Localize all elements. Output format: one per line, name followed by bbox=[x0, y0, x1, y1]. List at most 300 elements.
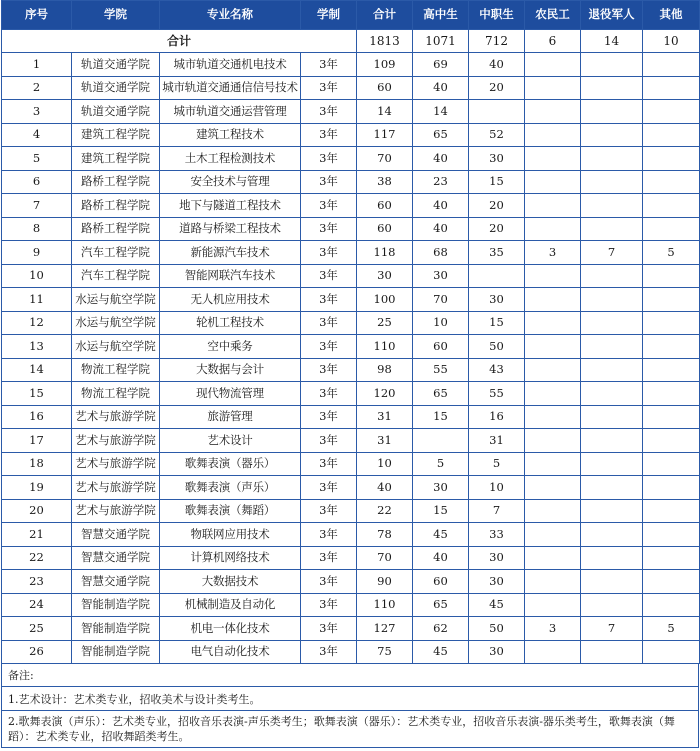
enrollment-plan-table bbox=[1, 0, 700, 664]
cell-migrant-workers bbox=[525, 593, 581, 617]
table-row bbox=[2, 617, 700, 641]
cell-major: 机械制造及自动化 bbox=[160, 593, 301, 617]
cell-high-school bbox=[413, 429, 469, 453]
cell-college: 艺术与旅游学院 bbox=[72, 452, 160, 476]
cell-veterans bbox=[581, 147, 643, 171]
cell-years: 3年 bbox=[301, 546, 357, 570]
cell-high-school: 40 bbox=[413, 76, 469, 100]
cell-years: 3年 bbox=[301, 523, 357, 547]
cell-sum: 118 bbox=[357, 241, 413, 265]
cell-other bbox=[643, 123, 700, 147]
cell-vocational: 55 bbox=[469, 382, 525, 406]
header-major: 专业名称 bbox=[160, 1, 301, 30]
cell-years: 3年 bbox=[301, 53, 357, 77]
cell-sum: 98 bbox=[357, 358, 413, 382]
cell-major: 电气自动化技术 bbox=[160, 640, 301, 664]
cell-high-school: 5 bbox=[413, 452, 469, 476]
cell-other bbox=[643, 640, 700, 664]
total-migrant-workers: 6 bbox=[525, 30, 581, 53]
cell-vocational: 31 bbox=[469, 429, 525, 453]
total-sum: 1813 bbox=[357, 30, 413, 53]
cell-college: 建筑工程学院 bbox=[72, 147, 160, 171]
cell-migrant-workers bbox=[525, 335, 581, 359]
cell-college: 物流工程学院 bbox=[72, 358, 160, 382]
cell-college: 路桥工程学院 bbox=[72, 170, 160, 194]
cell-no: 21 bbox=[2, 523, 72, 547]
cell-high-school: 69 bbox=[413, 53, 469, 77]
cell-no: 11 bbox=[2, 288, 72, 312]
cell-veterans bbox=[581, 311, 643, 335]
cell-migrant-workers bbox=[525, 546, 581, 570]
cell-no: 20 bbox=[2, 499, 72, 523]
cell-veterans bbox=[581, 546, 643, 570]
table-row bbox=[2, 593, 700, 617]
cell-veterans bbox=[581, 452, 643, 476]
cell-high-school: 23 bbox=[413, 170, 469, 194]
table-row bbox=[2, 499, 700, 523]
cell-veterans bbox=[581, 640, 643, 664]
cell-veterans bbox=[581, 76, 643, 100]
cell-migrant-workers bbox=[525, 264, 581, 288]
cell-other bbox=[643, 429, 700, 453]
cell-major: 地下与隧道工程技术 bbox=[160, 194, 301, 218]
cell-high-school: 15 bbox=[413, 405, 469, 429]
cell-sum: 60 bbox=[357, 217, 413, 241]
cell-major: 安全技术与管理 bbox=[160, 170, 301, 194]
header-sum: 合计 bbox=[357, 1, 413, 30]
cell-high-school: 55 bbox=[413, 358, 469, 382]
cell-high-school: 10 bbox=[413, 311, 469, 335]
cell-veterans bbox=[581, 288, 643, 312]
cell-major: 歌舞表演（声乐） bbox=[160, 476, 301, 500]
cell-years: 3年 bbox=[301, 217, 357, 241]
note-1: 1.艺术设计：艺术类专业，招收美术与设计类考生。 bbox=[2, 686, 698, 710]
table-row bbox=[2, 546, 700, 570]
cell-college: 轨道交通学院 bbox=[72, 76, 160, 100]
cell-years: 3年 bbox=[301, 476, 357, 500]
cell-other bbox=[643, 288, 700, 312]
table-row bbox=[2, 217, 700, 241]
cell-no: 3 bbox=[2, 100, 72, 124]
cell-college: 水运与航空学院 bbox=[72, 288, 160, 312]
cell-high-school: 40 bbox=[413, 546, 469, 570]
cell-major: 机电一体化技术 bbox=[160, 617, 301, 641]
cell-no: 5 bbox=[2, 147, 72, 171]
total-vocational: 712 bbox=[469, 30, 525, 53]
table-row bbox=[2, 358, 700, 382]
header-college: 学院 bbox=[72, 1, 160, 30]
cell-years: 3年 bbox=[301, 593, 357, 617]
cell-migrant-workers bbox=[525, 358, 581, 382]
header-veterans: 退役军人 bbox=[581, 1, 643, 30]
cell-high-school: 70 bbox=[413, 288, 469, 312]
cell-veterans bbox=[581, 100, 643, 124]
cell-vocational: 30 bbox=[469, 147, 525, 171]
cell-vocational: 30 bbox=[469, 640, 525, 664]
cell-major: 城市轨道交通运营管理 bbox=[160, 100, 301, 124]
cell-no: 12 bbox=[2, 311, 72, 335]
cell-major: 现代物流管理 bbox=[160, 382, 301, 406]
cell-migrant-workers bbox=[525, 570, 581, 594]
cell-migrant-workers bbox=[525, 429, 581, 453]
cell-other bbox=[643, 170, 700, 194]
cell-sum: 14 bbox=[357, 100, 413, 124]
cell-vocational: 30 bbox=[469, 288, 525, 312]
cell-other bbox=[643, 570, 700, 594]
cell-high-school: 62 bbox=[413, 617, 469, 641]
cell-vocational: 52 bbox=[469, 123, 525, 147]
cell-vocational: 40 bbox=[469, 53, 525, 77]
cell-college: 物流工程学院 bbox=[72, 382, 160, 406]
cell-major: 大数据技术 bbox=[160, 570, 301, 594]
cell-veterans bbox=[581, 358, 643, 382]
cell-sum: 31 bbox=[357, 429, 413, 453]
cell-college: 艺术与旅游学院 bbox=[72, 405, 160, 429]
cell-high-school: 60 bbox=[413, 335, 469, 359]
cell-years: 3年 bbox=[301, 264, 357, 288]
cell-veterans bbox=[581, 382, 643, 406]
cell-high-school: 30 bbox=[413, 476, 469, 500]
table-row bbox=[2, 429, 700, 453]
cell-vocational: 16 bbox=[469, 405, 525, 429]
table-row bbox=[2, 123, 700, 147]
cell-migrant-workers bbox=[525, 640, 581, 664]
cell-migrant-workers: 3 bbox=[525, 617, 581, 641]
cell-veterans bbox=[581, 123, 643, 147]
cell-major: 大数据与会计 bbox=[160, 358, 301, 382]
total-other: 10 bbox=[643, 30, 700, 53]
cell-no: 1 bbox=[2, 53, 72, 77]
cell-sum: 127 bbox=[357, 617, 413, 641]
cell-migrant-workers bbox=[525, 405, 581, 429]
cell-years: 3年 bbox=[301, 570, 357, 594]
cell-veterans bbox=[581, 593, 643, 617]
cell-veterans: 7 bbox=[581, 617, 643, 641]
cell-veterans bbox=[581, 335, 643, 359]
cell-no: 4 bbox=[2, 123, 72, 147]
cell-major: 无人机应用技术 bbox=[160, 288, 301, 312]
cell-major: 道路与桥梁工程技术 bbox=[160, 217, 301, 241]
header-migrant-workers: 农民工 bbox=[525, 1, 581, 30]
cell-other bbox=[643, 523, 700, 547]
cell-veterans bbox=[581, 405, 643, 429]
cell-other bbox=[643, 476, 700, 500]
cell-sum: 10 bbox=[357, 452, 413, 476]
cell-sum: 22 bbox=[357, 499, 413, 523]
table-row bbox=[2, 170, 700, 194]
cell-major: 城市轨道交通机电技术 bbox=[160, 53, 301, 77]
cell-veterans bbox=[581, 429, 643, 453]
cell-years: 3年 bbox=[301, 147, 357, 171]
cell-major: 物联网应用技术 bbox=[160, 523, 301, 547]
cell-veterans bbox=[581, 194, 643, 218]
table-row bbox=[2, 264, 700, 288]
cell-years: 3年 bbox=[301, 311, 357, 335]
cell-migrant-workers bbox=[525, 170, 581, 194]
cell-no: 24 bbox=[2, 593, 72, 617]
cell-other bbox=[643, 499, 700, 523]
cell-high-school: 45 bbox=[413, 523, 469, 547]
cell-migrant-workers bbox=[525, 147, 581, 171]
cell-high-school: 45 bbox=[413, 640, 469, 664]
cell-college: 智能制造学院 bbox=[72, 593, 160, 617]
table-row bbox=[2, 523, 700, 547]
cell-other: 5 bbox=[643, 241, 700, 265]
cell-college: 艺术与旅游学院 bbox=[72, 429, 160, 453]
cell-years: 3年 bbox=[301, 76, 357, 100]
total-label: 合计 bbox=[2, 30, 357, 53]
cell-veterans bbox=[581, 476, 643, 500]
cell-other bbox=[643, 546, 700, 570]
cell-no: 10 bbox=[2, 264, 72, 288]
cell-vocational: 33 bbox=[469, 523, 525, 547]
cell-major: 土木工程检测技术 bbox=[160, 147, 301, 171]
cell-years: 3年 bbox=[301, 617, 357, 641]
cell-years: 3年 bbox=[301, 452, 357, 476]
cell-college: 汽车工程学院 bbox=[72, 264, 160, 288]
cell-sum: 40 bbox=[357, 476, 413, 500]
cell-veterans bbox=[581, 217, 643, 241]
cell-migrant-workers: 3 bbox=[525, 241, 581, 265]
cell-no: 2 bbox=[2, 76, 72, 100]
cell-no: 15 bbox=[2, 382, 72, 406]
table-row bbox=[2, 640, 700, 664]
cell-major: 轮机工程技术 bbox=[160, 311, 301, 335]
cell-other bbox=[643, 405, 700, 429]
cell-years: 3年 bbox=[301, 358, 357, 382]
cell-sum: 109 bbox=[357, 53, 413, 77]
total-veterans: 14 bbox=[581, 30, 643, 53]
table-row bbox=[2, 405, 700, 429]
cell-no: 14 bbox=[2, 358, 72, 382]
cell-no: 6 bbox=[2, 170, 72, 194]
header-other: 其他 bbox=[643, 1, 700, 30]
cell-other bbox=[643, 264, 700, 288]
cell-major: 空中乘务 bbox=[160, 335, 301, 359]
cell-veterans bbox=[581, 53, 643, 77]
table-row bbox=[2, 335, 700, 359]
cell-other bbox=[643, 100, 700, 124]
cell-high-school: 15 bbox=[413, 499, 469, 523]
cell-vocational: 20 bbox=[469, 217, 525, 241]
cell-major: 旅游管理 bbox=[160, 405, 301, 429]
cell-migrant-workers bbox=[525, 523, 581, 547]
header-vocational: 中职生 bbox=[469, 1, 525, 30]
cell-migrant-workers bbox=[525, 76, 581, 100]
cell-no: 25 bbox=[2, 617, 72, 641]
cell-sum: 100 bbox=[357, 288, 413, 312]
cell-years: 3年 bbox=[301, 123, 357, 147]
cell-no: 7 bbox=[2, 194, 72, 218]
total-high-school: 1071 bbox=[413, 30, 469, 53]
cell-vocational: 20 bbox=[469, 76, 525, 100]
cell-no: 19 bbox=[2, 476, 72, 500]
cell-college: 水运与航空学院 bbox=[72, 335, 160, 359]
header-no: 序号 bbox=[2, 1, 72, 30]
cell-vocational: 7 bbox=[469, 499, 525, 523]
cell-years: 3年 bbox=[301, 100, 357, 124]
cell-vocational: 30 bbox=[469, 546, 525, 570]
cell-vocational: 10 bbox=[469, 476, 525, 500]
table-row bbox=[2, 311, 700, 335]
note-2: 2.歌舞表演（声乐）：艺术类专业，招收音乐表演-声乐类考生；歌舞表演（器乐）：艺术类专业，招收音乐表演-器乐类考生，歌舞表演（舞蹈）：艺术类专业，招收舞蹈类考生。 bbox=[2, 710, 698, 747]
cell-vocational: 15 bbox=[469, 311, 525, 335]
cell-other bbox=[643, 147, 700, 171]
cell-years: 3年 bbox=[301, 194, 357, 218]
cell-college: 轨道交通学院 bbox=[72, 100, 160, 124]
cell-sum: 25 bbox=[357, 311, 413, 335]
table-row bbox=[2, 100, 700, 124]
notes-label: 备注: bbox=[8, 669, 34, 682]
cell-high-school: 30 bbox=[413, 264, 469, 288]
cell-years: 3年 bbox=[301, 335, 357, 359]
cell-high-school: 60 bbox=[413, 570, 469, 594]
cell-college: 智能制造学院 bbox=[72, 640, 160, 664]
cell-vocational: 45 bbox=[469, 593, 525, 617]
cell-other bbox=[643, 358, 700, 382]
total-row bbox=[2, 30, 700, 53]
cell-major: 歌舞表演（舞蹈） bbox=[160, 499, 301, 523]
table-row bbox=[2, 147, 700, 171]
table-row bbox=[2, 241, 700, 265]
cell-vocational: 43 bbox=[469, 358, 525, 382]
cell-college: 艺术与旅游学院 bbox=[72, 499, 160, 523]
cell-other bbox=[643, 311, 700, 335]
cell-high-school: 14 bbox=[413, 100, 469, 124]
cell-sum: 78 bbox=[357, 523, 413, 547]
cell-vocational: 50 bbox=[469, 617, 525, 641]
cell-migrant-workers bbox=[525, 53, 581, 77]
cell-migrant-workers bbox=[525, 288, 581, 312]
cell-other bbox=[643, 76, 700, 100]
cell-other bbox=[643, 593, 700, 617]
table-row bbox=[2, 76, 700, 100]
cell-major: 歌舞表演（器乐） bbox=[160, 452, 301, 476]
cell-major: 智能网联汽车技术 bbox=[160, 264, 301, 288]
table-row bbox=[2, 194, 700, 218]
cell-years: 3年 bbox=[301, 429, 357, 453]
cell-high-school: 40 bbox=[413, 217, 469, 241]
cell-veterans bbox=[581, 499, 643, 523]
cell-migrant-workers bbox=[525, 123, 581, 147]
header-years: 学制 bbox=[301, 1, 357, 30]
cell-other bbox=[643, 217, 700, 241]
cell-migrant-workers bbox=[525, 382, 581, 406]
table-row bbox=[2, 570, 700, 594]
cell-no: 13 bbox=[2, 335, 72, 359]
cell-college: 水运与航空学院 bbox=[72, 311, 160, 335]
cell-years: 3年 bbox=[301, 640, 357, 664]
cell-sum: 60 bbox=[357, 76, 413, 100]
cell-vocational: 50 bbox=[469, 335, 525, 359]
cell-college: 艺术与旅游学院 bbox=[72, 476, 160, 500]
cell-college: 智慧交通学院 bbox=[72, 570, 160, 594]
cell-vocational: 15 bbox=[469, 170, 525, 194]
cell-college: 智能制造学院 bbox=[72, 617, 160, 641]
cell-high-school: 68 bbox=[413, 241, 469, 265]
cell-college: 建筑工程学院 bbox=[72, 123, 160, 147]
cell-major: 新能源汽车技术 bbox=[160, 241, 301, 265]
cell-sum: 70 bbox=[357, 546, 413, 570]
cell-no: 9 bbox=[2, 241, 72, 265]
cell-no: 26 bbox=[2, 640, 72, 664]
cell-migrant-workers bbox=[525, 452, 581, 476]
cell-college: 轨道交通学院 bbox=[72, 53, 160, 77]
cell-years: 3年 bbox=[301, 382, 357, 406]
cell-migrant-workers bbox=[525, 100, 581, 124]
cell-no: 18 bbox=[2, 452, 72, 476]
cell-veterans bbox=[581, 170, 643, 194]
cell-college: 路桥工程学院 bbox=[72, 194, 160, 218]
cell-vocational bbox=[469, 264, 525, 288]
table-header-row bbox=[2, 1, 700, 30]
cell-sum: 90 bbox=[357, 570, 413, 594]
cell-no: 8 bbox=[2, 217, 72, 241]
cell-vocational: 5 bbox=[469, 452, 525, 476]
cell-college: 汽车工程学院 bbox=[72, 241, 160, 265]
cell-no: 17 bbox=[2, 429, 72, 453]
cell-other bbox=[643, 382, 700, 406]
cell-major: 建筑工程技术 bbox=[160, 123, 301, 147]
cell-years: 3年 bbox=[301, 241, 357, 265]
cell-migrant-workers bbox=[525, 311, 581, 335]
cell-vocational bbox=[469, 100, 525, 124]
table-row bbox=[2, 382, 700, 406]
cell-major: 艺术设计 bbox=[160, 429, 301, 453]
table-row bbox=[2, 288, 700, 312]
cell-other bbox=[643, 452, 700, 476]
cell-veterans bbox=[581, 264, 643, 288]
cell-other bbox=[643, 53, 700, 77]
cell-years: 3年 bbox=[301, 170, 357, 194]
cell-sum: 30 bbox=[357, 264, 413, 288]
cell-sum: 60 bbox=[357, 194, 413, 218]
cell-high-school: 40 bbox=[413, 147, 469, 171]
header-high-school: 高中生 bbox=[413, 1, 469, 30]
cell-college: 智慧交通学院 bbox=[72, 546, 160, 570]
cell-sum: 70 bbox=[357, 147, 413, 171]
cell-major: 计算机网络技术 bbox=[160, 546, 301, 570]
cell-college: 智慧交通学院 bbox=[72, 523, 160, 547]
cell-years: 3年 bbox=[301, 499, 357, 523]
cell-other bbox=[643, 335, 700, 359]
cell-vocational: 20 bbox=[469, 194, 525, 218]
cell-sum: 75 bbox=[357, 640, 413, 664]
table-row bbox=[2, 53, 700, 77]
cell-other bbox=[643, 194, 700, 218]
cell-sum: 38 bbox=[357, 170, 413, 194]
cell-college: 路桥工程学院 bbox=[72, 217, 160, 241]
cell-sum: 117 bbox=[357, 123, 413, 147]
cell-sum: 110 bbox=[357, 593, 413, 617]
cell-other: 5 bbox=[643, 617, 700, 641]
cell-migrant-workers bbox=[525, 194, 581, 218]
cell-sum: 110 bbox=[357, 335, 413, 359]
cell-major: 城市轨道交通通信信号技术 bbox=[160, 76, 301, 100]
cell-high-school: 40 bbox=[413, 194, 469, 218]
cell-years: 3年 bbox=[301, 288, 357, 312]
cell-veterans: 7 bbox=[581, 241, 643, 265]
cell-no: 22 bbox=[2, 546, 72, 570]
cell-migrant-workers bbox=[525, 499, 581, 523]
cell-years: 3年 bbox=[301, 405, 357, 429]
cell-sum: 120 bbox=[357, 382, 413, 406]
cell-migrant-workers bbox=[525, 217, 581, 241]
cell-high-school: 65 bbox=[413, 593, 469, 617]
table-row bbox=[2, 476, 700, 500]
cell-veterans bbox=[581, 570, 643, 594]
cell-high-school: 65 bbox=[413, 382, 469, 406]
